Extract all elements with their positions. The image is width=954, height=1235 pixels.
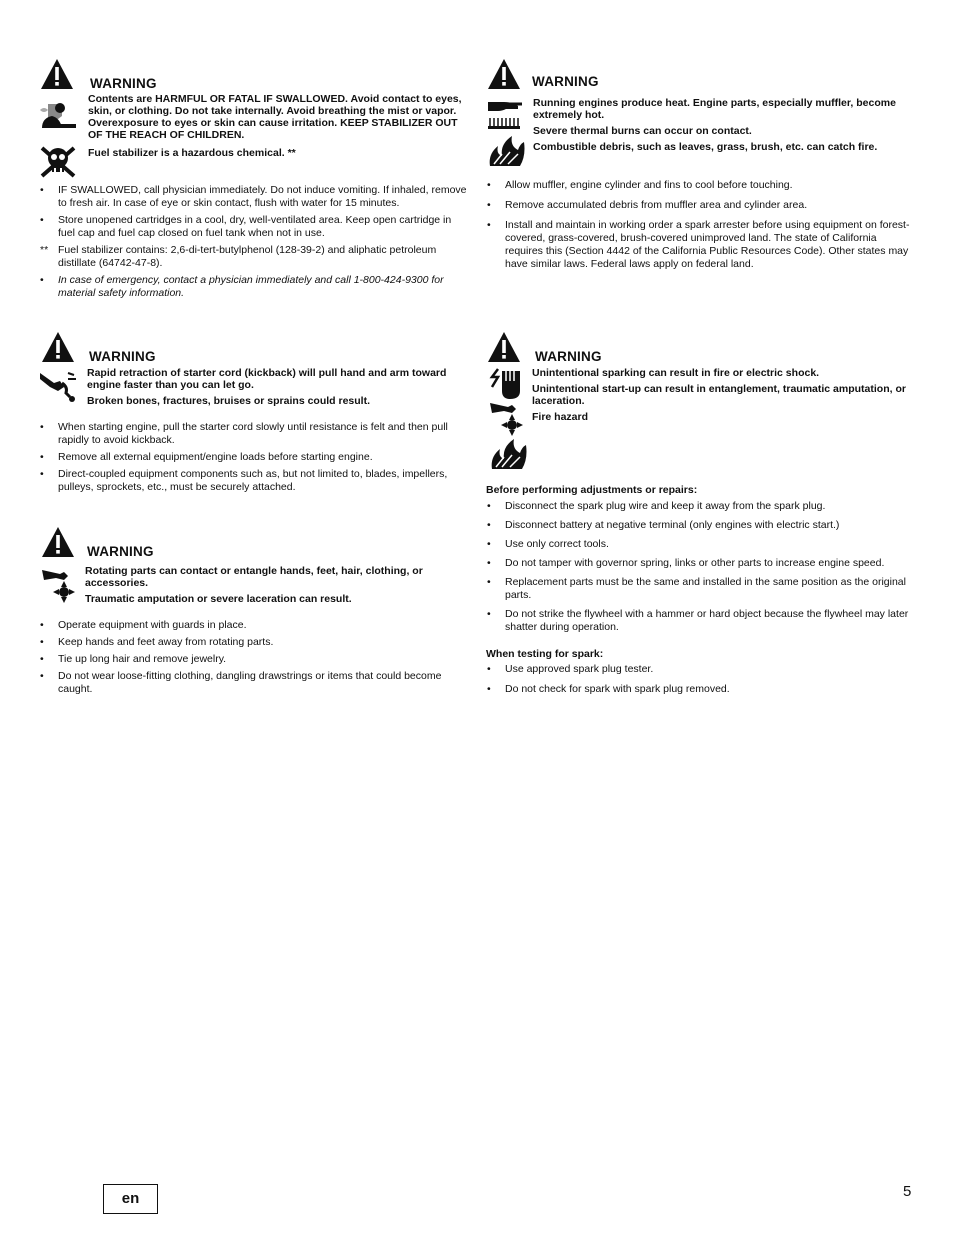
warning-title: WARNING bbox=[87, 544, 154, 559]
list-item-text: Install and maintain in working order a spark arrester before using equipment on forest-covered, grass-covered, brush-covered unimproved land. The state of California requires this (Section 4442 of the California Public Resources Code). Other states may have similar laws. Federal laws apply on federal land. bbox=[505, 219, 910, 270]
bullet-mark: • bbox=[487, 519, 491, 531]
warning-title: WARNING bbox=[90, 76, 157, 91]
list-item bbox=[487, 538, 915, 551]
warning-statement: Traumatic amputation or severe laceration can result. bbox=[85, 593, 352, 605]
warning-statement: Contents are HARMFUL OR FATAL IF SWALLOWED. Avoid contact to eyes, skin, or clothing. Do not take internally. Avoid breathing the mist or vapor. Overexposure to eyes or skin can cause irritation. KEEP STABILIZER OUT OF THE REACH OF CHILDREN. bbox=[88, 93, 462, 141]
warning-section-heat bbox=[486, 58, 916, 288]
warning-statement: Unintentional start-up can result in entanglement, traumatic amputation, or laceration. bbox=[532, 383, 906, 407]
bullet-mark: • bbox=[487, 557, 491, 569]
bullet-mark: • bbox=[487, 219, 491, 231]
list-item bbox=[487, 608, 915, 634]
list-item-text: Replacement parts must be the same and installed in the same position as the original parts. bbox=[505, 576, 906, 601]
bullet-mark: • bbox=[40, 214, 44, 226]
list-item-text: In case of emergency, contact a physician immediately and call 1-800-424-9300 for material safety information. bbox=[58, 274, 444, 299]
electric-shock-icon bbox=[488, 363, 528, 401]
list-item bbox=[487, 519, 915, 532]
list-item bbox=[40, 468, 468, 494]
rotating-parts-icon bbox=[40, 566, 80, 604]
list-item bbox=[40, 636, 468, 649]
warning-statement: Fire hazard bbox=[532, 411, 589, 423]
instruction-list bbox=[40, 619, 468, 700]
list-item bbox=[40, 619, 468, 632]
warning-section-sparking bbox=[486, 331, 916, 701]
list-item-text: Disconnect the spark plug wire and keep it away from the spark plug. bbox=[505, 500, 826, 512]
bullet-mark: • bbox=[40, 619, 44, 631]
skull-crossbones-icon bbox=[38, 142, 78, 180]
list-item bbox=[40, 451, 468, 464]
bullet-mark: • bbox=[487, 608, 491, 620]
warning-statement: Broken bones, fractures, bruises or sprains could result. bbox=[87, 395, 370, 407]
list-item-text: Do not strike the flywheel with a hammer or hard object because the flywheel may later shatter during operation. bbox=[505, 608, 909, 633]
list-item bbox=[40, 214, 468, 240]
warning-section-chemical bbox=[38, 58, 468, 308]
list-item bbox=[40, 244, 468, 270]
warning-section-rotating-parts bbox=[38, 526, 468, 701]
list-item bbox=[487, 179, 915, 192]
list-item-text: Remove all external equipment/engine loads before starting engine. bbox=[58, 451, 373, 463]
warning-statement: Running engines produce heat. Engine parts, especially muffler, become extremely hot. bbox=[533, 97, 896, 121]
list-item-text: Remove accumulated debris from muffler area and cylinder area. bbox=[505, 199, 808, 211]
bullet-mark: • bbox=[487, 538, 491, 550]
warning-statements bbox=[532, 367, 917, 427]
instruction-list bbox=[487, 663, 915, 700]
list-item-text: Allow muffler, engine cylinder and fins to cool before touching. bbox=[505, 179, 793, 191]
list-item bbox=[487, 683, 915, 696]
list-item-text: Do not check for spark with spark plug removed. bbox=[505, 683, 730, 695]
warning-statement: Severe thermal burns can occur on contact. bbox=[533, 125, 752, 137]
list-item-text: Operate equipment with guards in place. bbox=[58, 619, 247, 631]
list-item bbox=[40, 653, 468, 666]
list-item-text: Store unopened cartridges in a cool, dry, well-ventilated area. Keep open cartridge in fuel cap and fuel cap closed on fuel tank when not in use. bbox=[58, 214, 452, 239]
list-item bbox=[487, 500, 915, 513]
bullet-mark: • bbox=[487, 683, 491, 695]
warning-triangle-icon bbox=[41, 526, 75, 558]
list-item-text: Use only correct tools. bbox=[505, 538, 609, 550]
warning-section-kickback bbox=[38, 331, 468, 501]
fire-icon bbox=[486, 132, 526, 170]
list-item-text: When starting engine, pull the starter cord slowly until resistance is felt and then pull rapidly to avoid kickback. bbox=[58, 421, 448, 446]
warning-statements bbox=[88, 93, 468, 163]
bullet-mark: • bbox=[40, 653, 44, 665]
bullet-mark: • bbox=[40, 636, 44, 648]
bullet-mark: • bbox=[40, 451, 44, 463]
instruction-list bbox=[40, 184, 468, 304]
list-item bbox=[487, 219, 915, 271]
list-item bbox=[40, 670, 468, 696]
bullet-mark: • bbox=[40, 274, 44, 286]
list-item bbox=[40, 421, 468, 447]
warning-triangle-icon bbox=[487, 58, 521, 90]
list-item-text: Disconnect battery at negative terminal (only engines with electric start.) bbox=[505, 519, 840, 531]
fire-icon bbox=[488, 435, 528, 473]
list-item-text: Do not wear loose-fitting clothing, dangling drawstrings or items that could become caught. bbox=[58, 670, 442, 695]
list-item-text: Fuel stabilizer contains: 2,6-di-tert-butylphenol (128-39-2) and aliphatic petroleum distillate (64742-47-8). bbox=[58, 244, 437, 269]
warning-statements bbox=[533, 97, 918, 157]
list-item-text: IF SWALLOWED, call physician immediately. Do not induce vomiting. If inhaled, remove to fresh air. In case of eye or skin contact, flush with water for 15 minutes. bbox=[58, 184, 467, 209]
list-item-text: Keep hands and feet away from rotating parts. bbox=[58, 636, 274, 648]
bullet-mark: • bbox=[487, 576, 491, 588]
list-item bbox=[487, 199, 915, 212]
list-item bbox=[487, 557, 915, 570]
warning-statement: Rotating parts can contact or entangle hands, feet, hair, clothing, or accessories. bbox=[85, 565, 423, 589]
subheading-spark-testing: When testing for spark: bbox=[486, 648, 604, 660]
bullet-mark: • bbox=[40, 670, 44, 682]
list-item bbox=[487, 663, 915, 676]
subheading-adjustments: Before performing adjustments or repairs: bbox=[486, 484, 698, 496]
list-item bbox=[40, 184, 468, 210]
list-item-text: Tie up long hair and remove jewelry. bbox=[58, 653, 227, 665]
warning-title: WARNING bbox=[535, 349, 602, 364]
warning-statements bbox=[87, 367, 467, 411]
bullet-mark: • bbox=[40, 421, 44, 433]
list-item bbox=[487, 576, 915, 602]
page-number: 5 bbox=[903, 1183, 912, 1200]
warning-triangle-icon bbox=[41, 331, 75, 363]
kickback-hand-icon bbox=[38, 367, 78, 405]
bullet-mark: • bbox=[487, 199, 491, 211]
bullet-mark: • bbox=[40, 184, 44, 196]
warning-statement: Unintentional sparking can result in fire or electric shock. bbox=[532, 367, 820, 379]
instruction-list bbox=[487, 179, 915, 275]
warning-statement: Combustible debris, such as leaves, grass, brush, etc. can catch fire. bbox=[533, 141, 878, 153]
warning-statement: Rapid retraction of starter cord (kickback) will pull hand and arm toward engine faster than you can let go. bbox=[87, 367, 447, 391]
instruction-list bbox=[40, 421, 468, 498]
warning-statement: Fuel stabilizer is a hazardous chemical. ** bbox=[88, 147, 296, 159]
bullet-mark: • bbox=[487, 179, 491, 191]
list-item-text: Direct-coupled equipment components such as, but not limited to, blades, impellers, pulleys, sprockets, etc., must be securely attached. bbox=[58, 468, 448, 493]
instruction-list bbox=[487, 500, 915, 638]
bullet-mark: • bbox=[487, 663, 491, 675]
fumes-inhalation-icon bbox=[38, 100, 78, 138]
language-tag: en bbox=[103, 1184, 158, 1214]
list-item-text: Use approved spark plug tester. bbox=[505, 663, 654, 675]
hot-surface-icon bbox=[486, 96, 526, 134]
warning-triangle-icon bbox=[487, 331, 521, 363]
bullet-mark: ** bbox=[40, 244, 49, 256]
list-item-text: Do not tamper with governor spring, links or other parts to increase engine speed. bbox=[505, 557, 885, 569]
warning-triangle-icon bbox=[40, 58, 74, 90]
rotating-parts-icon bbox=[488, 399, 528, 437]
warning-title: WARNING bbox=[89, 349, 156, 364]
warning-statements bbox=[85, 565, 460, 609]
bullet-mark: • bbox=[487, 500, 491, 512]
list-item bbox=[40, 274, 468, 300]
warning-title: WARNING bbox=[532, 74, 599, 89]
bullet-mark: • bbox=[40, 468, 44, 480]
